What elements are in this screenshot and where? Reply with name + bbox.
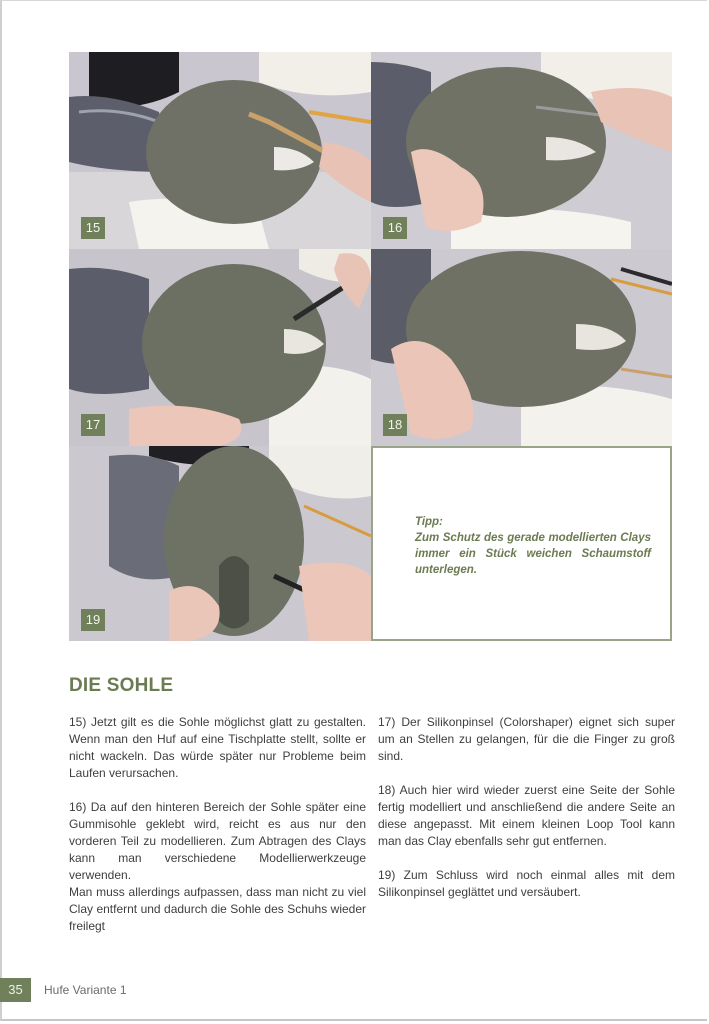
hoof-photo-image — [69, 446, 371, 641]
text-column-left — [69, 714, 366, 952]
paragraph-step-16: 16) Da auf den hinteren Bereich der Sohle später eine Gummisohle geklebt wird, reicht es aus nur den vorderen Teil zu modellieren. Zum Abtragen des Clays kann man verschiedene Modellierwerkzeuge verwenden. — [69, 800, 366, 882]
step-number-badge: 18 — [383, 414, 407, 436]
text-column-right — [378, 714, 675, 918]
tip-box — [371, 446, 672, 641]
paragraph-step-19: 19) Zum Schluss wird noch einmal alles mit dem Silikonpinsel geglättet und versäubert. — [378, 868, 675, 899]
hoof-photo-image — [371, 249, 672, 446]
section-heading: DIE SOHLE — [69, 675, 174, 696]
page-number: 35 — [0, 978, 31, 1002]
tip-body: Zum Schutz des gerade modellierten Clays immer ein Stück weichen Schaumstoff unterlegen. — [415, 532, 651, 576]
photo-step-15 — [69, 52, 371, 249]
paragraph-step-15: 15) Jetzt gilt es die Sohle möglichst glatt zu gestalten. Wenn man den Huf auf eine Tischplatte stellt, sollte er nicht wackeln. Das würde später nur Probleme beim Laufen verursachen. — [69, 715, 366, 780]
hoof-photo-image — [371, 52, 672, 249]
step-number-badge: 15 — [81, 217, 105, 239]
step-number-badge: 19 — [81, 609, 105, 631]
hoof-photo-image — [69, 52, 371, 249]
step-number-badge: 16 — [383, 217, 407, 239]
photo-grid — [69, 52, 672, 641]
tip-text — [415, 514, 651, 578]
hoof-photo-image — [69, 249, 371, 446]
photo-step-16 — [371, 52, 672, 249]
photo-step-18 — [371, 249, 672, 446]
step-number-badge: 17 — [81, 414, 105, 436]
paragraph-step-18: 18) Auch hier wird wieder zuerst eine Seite der Sohle fertig modelliert und anschließend die andere Seite an diese angepasst. Mit einem kleinen Loop Tool kann man das Clay ebenfalls sehr gut entfernen. — [378, 783, 675, 848]
tip-label: Tipp: — [415, 516, 443, 528]
chapter-title: Hufe Variante 1 — [44, 983, 127, 997]
paragraph-step-16-note: Man muss allerdings aufpassen, dass man nicht zu viel Clay entfernt und dadurch die Sohle des Schuhs wieder freilegt — [69, 885, 366, 933]
photo-step-17 — [69, 249, 371, 446]
paragraph-step-17: 17) Der Silikonpinsel (Colorshaper) eignet sich super um an Stellen zu gelangen, für die die Finger zu groß sind. — [378, 715, 675, 763]
photo-step-19 — [69, 446, 371, 641]
